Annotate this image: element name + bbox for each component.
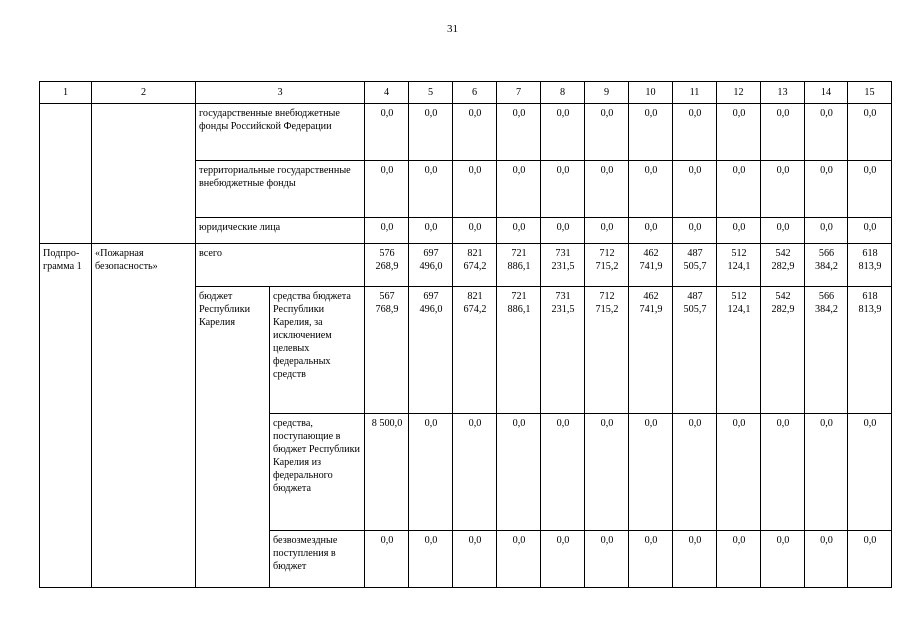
value-cell: 0,0 [761,161,805,218]
header-cell: 15 [848,82,892,104]
value-cell: 0,0 [497,414,541,531]
value-cell: 0,0 [629,218,673,244]
header-cell: 10 [629,82,673,104]
value-cell: 0,0 [409,104,453,161]
header-cell: 12 [717,82,761,104]
value-cell: 0,0 [805,218,848,244]
value-cell: 0,0 [541,414,585,531]
value-cell: 618 813,9 [848,287,892,414]
value-cell: 0,0 [585,531,629,588]
value-cell: 712 715,2 [585,287,629,414]
value-cell: 0,0 [673,161,717,218]
page-number: 31 [447,23,458,35]
value-cell: 0,0 [365,218,409,244]
value-cell: 0,0 [717,161,761,218]
budget-group-label: бюджет Республики Карелия [196,287,270,588]
value-cell: 618 813,9 [848,244,892,287]
value-cell: 0,0 [717,104,761,161]
header-cell: 8 [541,82,585,104]
table-row [40,104,892,161]
value-cell: 0,0 [673,531,717,588]
value-cell: 0,0 [805,104,848,161]
value-cell: 0,0 [453,161,497,218]
header-cell: 6 [453,82,497,104]
value-cell: 0,0 [585,161,629,218]
table-row [40,244,892,287]
value-cell: 0,0 [541,104,585,161]
value-cell: 0,0 [541,218,585,244]
value-cell: 0,0 [761,414,805,531]
value-cell: 0,0 [409,414,453,531]
value-cell: 821 674,2 [453,244,497,287]
row-label: государственные внебюджетные фонды Российской Федерации [196,104,365,161]
value-cell: 0,0 [365,531,409,588]
value-cell: 0,0 [585,414,629,531]
row-label: юридические лица [196,218,365,244]
value-cell: 0,0 [409,161,453,218]
value-cell: 8 500,0 [365,414,409,531]
value-cell: 0,0 [453,414,497,531]
empty-cell [40,104,92,244]
header-cell: 14 [805,82,848,104]
value-cell: 0,0 [585,218,629,244]
value-cell: 0,0 [453,218,497,244]
header-cell: 9 [585,82,629,104]
value-cell: 0,0 [629,104,673,161]
value-cell: 576 268,9 [365,244,409,287]
header-cell: 3 [196,82,365,104]
value-cell: 0,0 [453,531,497,588]
value-cell: 0,0 [717,414,761,531]
value-cell: 0,0 [848,218,892,244]
header-cell: 4 [365,82,409,104]
value-cell: 0,0 [497,104,541,161]
value-cell: 0,0 [453,104,497,161]
value-cell: 0,0 [365,104,409,161]
value-cell: 0,0 [585,104,629,161]
row-label: средства, поступающие в бюджет Республики Карелия из федерального бюджета [270,414,365,531]
value-cell: 0,0 [761,104,805,161]
value-cell: 731 231,5 [541,244,585,287]
value-cell: 487 505,7 [673,244,717,287]
value-cell: 697 496,0 [409,287,453,414]
value-cell: 0,0 [848,104,892,161]
header-cell: 13 [761,82,805,104]
value-cell: 721 886,1 [497,244,541,287]
header-cell: 2 [92,82,196,104]
value-cell: 0,0 [629,531,673,588]
value-cell: 0,0 [365,161,409,218]
value-cell: 0,0 [805,531,848,588]
value-cell: 512 124,1 [717,287,761,414]
value-cell: 462 741,9 [629,244,673,287]
value-cell: 0,0 [409,218,453,244]
value-cell: 0,0 [497,218,541,244]
value-cell: 567 768,9 [365,287,409,414]
row-label: средства бюджета Республики Карелия, за исключением целевых федеральных средств [270,287,365,414]
subprogram-title: «Пожарная безопасность» [92,244,196,588]
value-cell: 0,0 [673,104,717,161]
value-cell: 712 715,2 [585,244,629,287]
subprogram-number: Подпро-грамма 1 [40,244,92,588]
value-cell: 0,0 [717,218,761,244]
value-cell: 512 124,1 [717,244,761,287]
value-cell: 0,0 [848,414,892,531]
value-cell: 731 231,5 [541,287,585,414]
value-cell: 462 741,9 [629,287,673,414]
header-cell: 7 [497,82,541,104]
value-cell: 721 886,1 [497,287,541,414]
value-cell: 0,0 [497,531,541,588]
value-cell: 566 384,2 [805,244,848,287]
value-cell: 0,0 [805,161,848,218]
value-cell: 0,0 [409,531,453,588]
budget-table [39,81,892,588]
header-cell: 1 [40,82,92,104]
value-cell: 697 496,0 [409,244,453,287]
value-cell: 0,0 [848,161,892,218]
value-cell: 0,0 [497,161,541,218]
value-cell: 0,0 [761,531,805,588]
value-cell: 0,0 [541,161,585,218]
header-cell: 11 [673,82,717,104]
value-cell: 0,0 [761,218,805,244]
value-cell: 0,0 [673,218,717,244]
value-cell: 0,0 [673,414,717,531]
value-cell: 0,0 [541,531,585,588]
value-cell: 0,0 [848,531,892,588]
row-label: всего [196,244,365,287]
value-cell: 0,0 [629,414,673,531]
empty-cell [92,104,196,244]
header-row [40,82,892,104]
value-cell: 542 282,9 [761,287,805,414]
value-cell: 0,0 [717,531,761,588]
value-cell: 566 384,2 [805,287,848,414]
row-label: безвозмездные поступления в бюджет [270,531,365,588]
value-cell: 0,0 [805,414,848,531]
value-cell: 821 674,2 [453,287,497,414]
value-cell: 542 282,9 [761,244,805,287]
header-cell: 5 [409,82,453,104]
value-cell: 487 505,7 [673,287,717,414]
value-cell: 0,0 [629,161,673,218]
row-label: территориальные государственные внебюджетные фонды [196,161,365,218]
